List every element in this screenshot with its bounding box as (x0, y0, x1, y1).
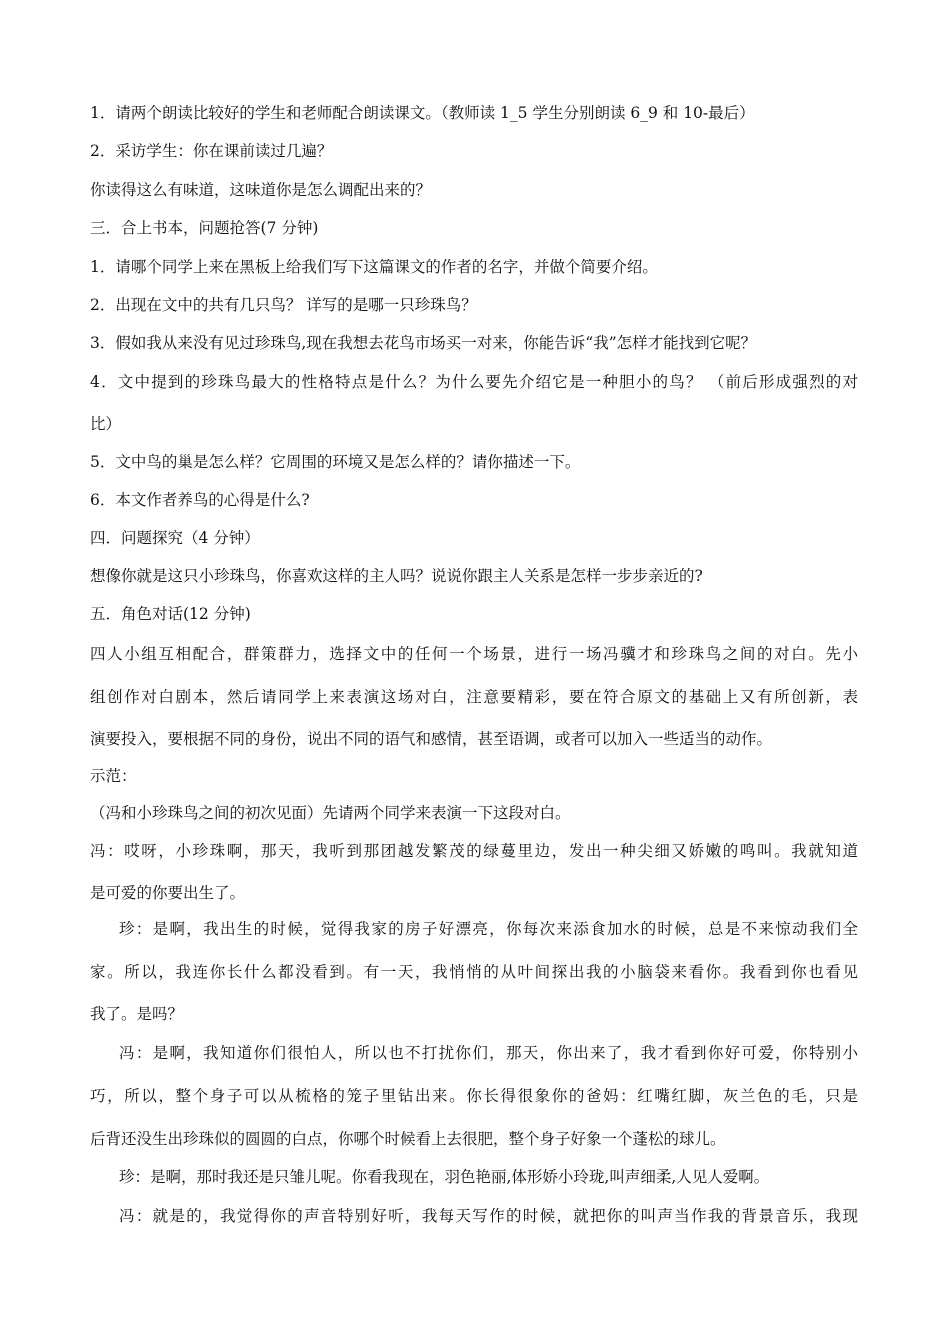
text-line: 2．采访学生：你在课前读过几遍？ (90, 142, 333, 160)
dialogue-line: 是可爱的你要出生了。 (90, 884, 246, 902)
dialogue-line: 后背还没生出珍珠似的圆圆的白点，你哪个时候看上去很肥，整个身子好象一个蓬松的球儿。 (90, 1130, 726, 1148)
text-line: 四人小组互相配合，群策群力，选择文中的任何一个场景，进行一场冯骥才和珍珠鸟之间的对白。先小 (90, 645, 858, 663)
dialogue-line: 珍：是啊，那时我还是只雏儿呢。你看我现在，羽色艳丽,体形娇小玲珑,叫声细柔,人见人爱啊。 (119, 1168, 770, 1186)
dialogue-line: 冯：哎呀，小珍珠啊，那天，我听到那团越发繁茂的绿蔓里边，发出一种尖细又娇嫩的鸣叫。我就知道 (90, 842, 858, 860)
text-line: 4．文中提到的珍珠鸟最大的性格特点是什么？为什么要先介绍它是一种胆小的鸟？ （前后形成强烈的对 (90, 373, 858, 391)
dialogue-line: 珍：是啊，我出生的时候，觉得我家的房子好漂亮，你每次来添食加水的时候，总是不来惊动我们全 (119, 920, 858, 938)
text-line: 示范： (90, 767, 137, 785)
text-line: 你读得这么有味道，这味道你是怎么调配出来的？ (90, 181, 432, 199)
text-line: 2．出现在文中的共有几只鸟？ 详写的是哪一只珍珠鸟？ (90, 296, 477, 314)
text-line: 比） (90, 415, 122, 433)
dialogue-line: 巧，所以，整个身子可以从梳格的笼子里钻出来。你长得很象你的爸妈：红嘴红脚，灰兰色的毛，只是 (90, 1087, 858, 1105)
dialogue-line: 冯：是啊，我知道你们很怕人，所以也不打扰你们，那天，你出来了，我才看到你好可爱，你特别小 (119, 1044, 858, 1062)
text-line: 1．请哪个同学上来在黑板上给我们写下这篇课文的作者的名字，并做个简要介绍。 (90, 258, 658, 276)
dialogue-line: 家。所以，我连你长什么都没看到。有一天，我悄悄的从叶间探出我的小脑袋来看你。我看到你也看见 (90, 963, 858, 981)
section-heading: 三．合上书本，问题抢答(7 分钟) (90, 219, 319, 237)
text-line: （冯和小珍珠鸟之间的初次见面）先请两个同学来表演一下这段对白。 (90, 804, 571, 822)
section-heading: 五．角色对话(12 分钟) (90, 605, 251, 623)
text-line: 演要投入，要根据不同的身份，说出不同的语气和感情，甚至语调，或者可以加入一些适当的动作。 (90, 730, 773, 748)
section-heading: 四．问题探究（4 分钟） (90, 529, 260, 547)
text-line: 想像你就是这只小珍珠鸟，你喜欢这样的主人吗？说说你跟主人关系是怎样一步步亲近的? (90, 567, 703, 585)
text-line: 6．本文作者养鸟的心得是什么? (90, 491, 310, 509)
text-line: 1．请两个朗读比较好的学生和老师配合朗读课文。（教师读 1_5 学生分别朗读 6_9 和 10-最后） (90, 104, 755, 122)
text-line: 3．假如我从来没有见过珍珠鸟,现在我想去花鸟市场买一对来，你能告诉“我”怎样才能找到它呢？ (90, 334, 757, 352)
dialogue-line: 我了。是吗？ (90, 1005, 184, 1023)
text-line: 5．文中鸟的巢是怎么样？它周围的环境又是怎么样的？请你描述一下。 (90, 453, 581, 471)
dialogue-line: 冯：就是的，我觉得你的声音特别好听，我每天写作的时候，就把你的叫声当作我的背景音乐，我现 (119, 1207, 858, 1225)
text-line: 组创作对白剧本，然后请同学上来表演这场对白，注意要精彩，要在符合原文的基础上又有所创新，表 (90, 688, 858, 706)
